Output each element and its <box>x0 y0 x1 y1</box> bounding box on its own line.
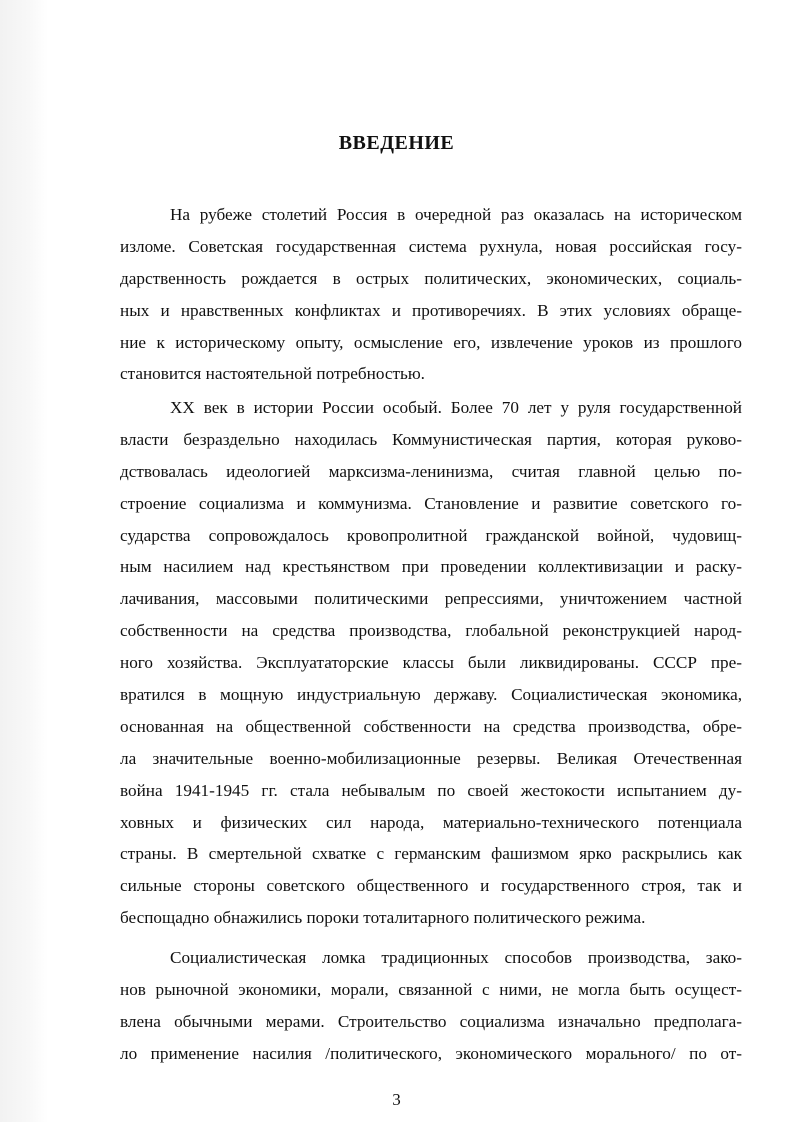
text-line: собственности на средства производства, глобальной реконструкцией народ- <box>120 621 742 641</box>
text-line: Социалистическая ломка традиционных способов производства, зако- <box>170 948 742 967</box>
text-line: ных и нравственных конфликтах и противоречиях. В этих условиях обраще- <box>120 300 742 320</box>
text-line: ХХ век в истории России особый. Более 70 лет у руля государственной <box>170 398 742 417</box>
scan-edge-shadow <box>0 0 48 1122</box>
text-line: становится настоятельной потребностью. <box>120 364 425 384</box>
text-line: сударства сопровождалось кровопролитной гражданской войной, чудовищ- <box>120 525 742 545</box>
page-number: 3 <box>392 1090 401 1109</box>
text-line: ла значительные военно-мобилизационные резервы. Великая Отечественная <box>120 748 742 768</box>
paragraph-1 <box>120 199 742 390</box>
text-line: основанная на общественной собственности на средства производства, обре- <box>120 716 742 736</box>
text-line: война 1941-1945 гг. стала небывалым по своей жестокости испытанием ду- <box>120 780 742 800</box>
text-line: На рубеже столетий Россия в очередной раз оказалась на историческом <box>170 205 742 224</box>
text-line: вратился в мощную индустриальную державу. Социалистическая экономика, <box>120 685 742 705</box>
text-line: беспощадно обнажились пороки тоталитарного политического режима. <box>120 908 646 928</box>
text-line: нов рыночной экономики, морали, связанной с ними, не могла быть осущест- <box>120 979 742 999</box>
text-line: строение социализма и коммунизма. Становление и развитие советского го- <box>120 493 742 513</box>
page-title: ВВЕДЕНИЕ <box>338 132 455 154</box>
text-line: власти безраздельно находилась Коммунистическая партия, которая руково- <box>120 429 742 449</box>
paragraph-2 <box>120 392 742 934</box>
text-line: ного хозяйства. Эксплуататорские классы были ликвидированы. СССР пре- <box>120 653 742 673</box>
text-line: дствовалась идеологией марксизма-ленинизма, считая главной целью по- <box>120 461 742 481</box>
text-line: лачивания, массовыми политическими репрессиями, уничтожением частной <box>120 589 742 609</box>
text-line: изломе. Советская государственная система рухнула, новая российская госу- <box>120 236 742 256</box>
text-line: дарственность рождается в острых политических, экономических, социаль- <box>120 268 742 288</box>
text-line: ным насилием над крестьянством при проведении коллективизации и раску- <box>120 557 742 577</box>
text-line: страны. В смертельной схватке с германским фашизмом ярко раскрылись как <box>120 844 742 864</box>
text-line: ло применение насилия /политического, экономического морального/ по от- <box>120 1043 742 1063</box>
text-line: сильные стороны советского общественного и государственного строя, так и <box>120 876 742 896</box>
text-line: ховных и физических сил народа, материально-технического потенциала <box>120 812 742 832</box>
text-line: влена обычными мерами. Строительство социализма изначально предполага- <box>120 1011 742 1031</box>
text-line: ние к историческому опыту, осмысление его, извлечение уроков из прошлого <box>120 332 742 352</box>
paragraph-3 <box>120 942 742 1070</box>
